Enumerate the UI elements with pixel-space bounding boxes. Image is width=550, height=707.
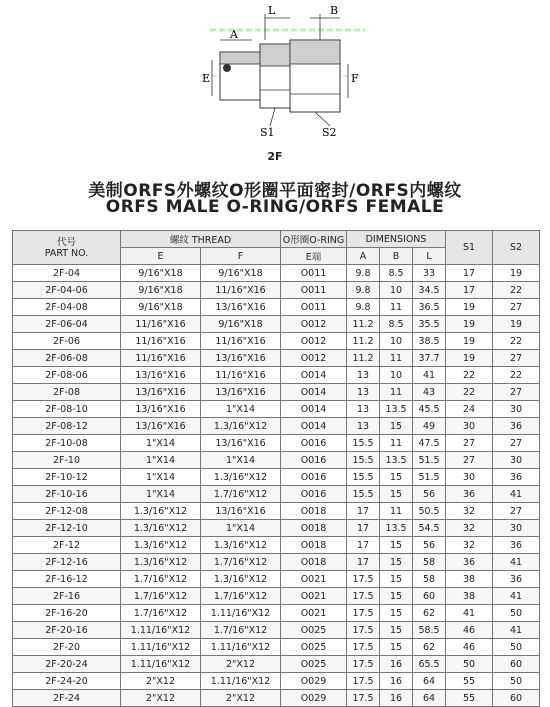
dim-a-cell: 9.8 (347, 299, 380, 316)
s1-cell: 27 (446, 435, 493, 452)
dim-l-cell: 51.5 (413, 452, 446, 469)
oring-cell: O011 (281, 265, 347, 282)
s1-cell: 19 (446, 299, 493, 316)
f-thread-cell: 13/16"X16 (201, 503, 281, 520)
oring-cell: O014 (281, 384, 347, 401)
dim-b-cell: 11 (380, 350, 413, 367)
s1-cell: 19 (446, 316, 493, 333)
part-no-cell: 2F-04-06 (13, 282, 121, 299)
f-thread-cell: 9/16"X18 (201, 316, 281, 333)
oring-cell: O011 (281, 299, 347, 316)
f-thread-cell: 2"X12 (201, 690, 281, 707)
e-thread-cell: 2"X12 (121, 673, 201, 690)
s2-cell: 50 (493, 673, 540, 690)
s1-cell: 36 (446, 554, 493, 571)
dim-l-cell: 33 (413, 265, 446, 282)
dim-l-cell: 60 (413, 588, 446, 605)
dim-a-label: A (230, 28, 238, 41)
part-no-cell: 2F-20 (13, 639, 121, 656)
part-no-cell: 2F-16-12 (13, 571, 121, 588)
s2-cell: 30 (493, 452, 540, 469)
table-row (13, 299, 540, 316)
dim-l-cell: 64 (413, 673, 446, 690)
oring-cell: O014 (281, 401, 347, 418)
part-no-cell: 2F-12-10 (13, 520, 121, 537)
table-row (13, 605, 540, 622)
part-no-cell: 2F-04-08 (13, 299, 121, 316)
s2-cell: 30 (493, 401, 540, 418)
part-no-cell: 2F-10-08 (13, 435, 121, 452)
e-thread-cell: 1.7/16"X12 (121, 571, 201, 588)
oring-cell: O012 (281, 316, 347, 333)
part-no-header-en: PART NO. (44, 247, 89, 259)
e-thread-cell: 1.7/16"X12 (121, 605, 201, 622)
part-no-cell: 2F-04 (13, 265, 121, 282)
title-english: ORFS MALE O-RING/ORFS FEMALE (105, 197, 445, 217)
f-thread-cell: 11/16"X16 (201, 367, 281, 384)
s2-cell: 36 (493, 469, 540, 486)
dim-l-cell: 47.5 (413, 435, 446, 452)
table-row (13, 690, 540, 707)
table-row (13, 571, 540, 588)
table-row (13, 622, 540, 639)
s1-cell: 46 (446, 622, 493, 639)
s1-cell: 55 (446, 690, 493, 707)
dim-a-cell: 15.5 (347, 452, 380, 469)
oring-mark (223, 64, 231, 72)
dim-f-label: F (351, 72, 359, 85)
dim-b-cell: 15 (380, 605, 413, 622)
s2-cell: 30 (493, 520, 540, 537)
s1-cell: 30 (446, 418, 493, 435)
s2-cell: 36 (493, 537, 540, 554)
f-thread-cell: 1.11/16"X12 (201, 605, 281, 622)
e-thread-cell: 9/16"X18 (121, 282, 201, 299)
female-nut-hatch (290, 40, 340, 64)
oring-cell: O012 (281, 333, 347, 350)
s1-leader (270, 108, 275, 126)
s1-cell: 46 (446, 639, 493, 656)
table-row (13, 588, 540, 605)
s2-cell: 27 (493, 435, 540, 452)
f-thread-cell: 1.3/16"X12 (201, 537, 281, 554)
part-no-cell: 2F-20-16 (13, 622, 121, 639)
table-row (13, 384, 540, 401)
s1-cell: 22 (446, 384, 493, 401)
oring-cell: O018 (281, 520, 347, 537)
part-no-header-cn: 代号 (56, 236, 76, 248)
table-row (13, 639, 540, 656)
s1-cell: 19 (446, 350, 493, 367)
dim-l-cell: 62 (413, 639, 446, 656)
table-row (13, 537, 540, 554)
l-header: L (413, 248, 446, 265)
part-no-cell: 2F-10-12 (13, 469, 121, 486)
s2-cell: 50 (493, 605, 540, 622)
dim-a-cell: 17 (347, 503, 380, 520)
dimensions-header: DIMENSIONS (347, 231, 446, 248)
s2-cell: 41 (493, 588, 540, 605)
s1-cell: 55 (446, 673, 493, 690)
part-no-cell: 2F-20-24 (13, 656, 121, 673)
table-row (13, 452, 540, 469)
part-no-cell: 2F-16-20 (13, 605, 121, 622)
oring-cell: O012 (281, 350, 347, 367)
e-thread-cell: 13/16"X16 (121, 401, 201, 418)
dim-l-cell: 37.7 (413, 350, 446, 367)
oring-cell: O016 (281, 452, 347, 469)
e-thread-cell: 11/16"X16 (121, 350, 201, 367)
dim-l-cell: 56 (413, 486, 446, 503)
e-thread-cell: 9/16"X18 (121, 299, 201, 316)
dim-l-cell: 58.5 (413, 622, 446, 639)
oring-cell: O016 (281, 435, 347, 452)
f-thread-cell: 1"X14 (201, 452, 281, 469)
s2-cell: 19 (493, 265, 540, 282)
s1-cell: 50 (446, 656, 493, 673)
part-no-cell: 2F-24 (13, 690, 121, 707)
fitting-diagram-svg (190, 0, 365, 150)
part-no-cell: 2F-06-08 (13, 350, 121, 367)
dim-b-cell: 8.5 (380, 265, 413, 282)
e-thread-cell: 1.11/16"X12 (121, 639, 201, 656)
f-thread-cell: 1.3/16"X12 (201, 469, 281, 486)
dim-b-cell: 11 (380, 503, 413, 520)
s1-cell: 30 (446, 469, 493, 486)
table-row (13, 486, 540, 503)
a-header: A (347, 248, 380, 265)
f-thread-header: F (201, 248, 281, 265)
f-thread-cell: 1.11/16"X12 (201, 673, 281, 690)
dim-l-cell: 51.5 (413, 469, 446, 486)
dim-b-cell: 10 (380, 282, 413, 299)
part-no-cell: 2F-08 (13, 384, 121, 401)
e-thread-header: E (121, 248, 201, 265)
s2-cell: 60 (493, 690, 540, 707)
dim-b-cell: 15 (380, 588, 413, 605)
dim-b-cell: 16 (380, 673, 413, 690)
dim-b-cell: 16 (380, 656, 413, 673)
e-thread-cell: 1.11/16"X12 (121, 622, 201, 639)
e-thread-cell: 1"X14 (121, 469, 201, 486)
dim-b-cell: 13.5 (380, 520, 413, 537)
e-thread-cell: 1.7/16"X12 (121, 588, 201, 605)
dim-a-cell: 17 (347, 520, 380, 537)
f-thread-cell: 1"X14 (201, 520, 281, 537)
title-chinese: 美制ORFS外螺纹O形圈平面密封/ORFS内螺纹 (88, 181, 462, 201)
part-no-cell: 2F-12 (13, 537, 121, 554)
s1-cell: 38 (446, 571, 493, 588)
dim-a-cell: 11.2 (347, 316, 380, 333)
e-thread-cell: 1.11/16"X12 (121, 656, 201, 673)
part-no-cell: 2F-06 (13, 333, 121, 350)
s1-label: S1 (260, 126, 275, 139)
table-row (13, 350, 540, 367)
s1-cell: 27 (446, 452, 493, 469)
s1-cell: 36 (446, 486, 493, 503)
e-thread-cell: 13/16"X16 (121, 384, 201, 401)
dim-b-cell: 11 (380, 384, 413, 401)
oring-header: O形圈O-RING (281, 231, 347, 248)
s2-cell: 27 (493, 384, 540, 401)
dim-b-cell: 15 (380, 622, 413, 639)
dim-l-cell: 35.5 (413, 316, 446, 333)
s1-cell: 17 (446, 265, 493, 282)
oring-cell: O025 (281, 622, 347, 639)
dim-a-cell: 17 (347, 554, 380, 571)
f-thread-cell: 1.11/16"X12 (201, 639, 281, 656)
spec-table (12, 230, 540, 707)
oring-cell: O025 (281, 639, 347, 656)
dim-a-cell: 17 (347, 537, 380, 554)
s2-cell: 22 (493, 367, 540, 384)
f-thread-cell: 1"X14 (201, 401, 281, 418)
dim-a-cell: 11.2 (347, 333, 380, 350)
s2-header: S2 (493, 231, 540, 265)
oring-cell: O021 (281, 605, 347, 622)
f-thread-cell: 1.7/16"X12 (201, 486, 281, 503)
s2-cell: 60 (493, 656, 540, 673)
s2-cell: 36 (493, 571, 540, 588)
oring-cell: O025 (281, 656, 347, 673)
dim-a-cell: 17.5 (347, 673, 380, 690)
oring-cell: O029 (281, 673, 347, 690)
oring-cell: O014 (281, 418, 347, 435)
dim-a-cell: 15.5 (347, 435, 380, 452)
s2-cell: 22 (493, 333, 540, 350)
dim-l-cell: 64 (413, 690, 446, 707)
table-row (13, 418, 540, 435)
s2-cell: 41 (493, 622, 540, 639)
s1-cell: 22 (446, 367, 493, 384)
s1-header: S1 (446, 231, 493, 265)
dim-l-cell: 41 (413, 367, 446, 384)
dim-b-cell: 13.5 (380, 452, 413, 469)
dim-l-cell: 49 (413, 418, 446, 435)
table-header-row (13, 231, 540, 248)
dim-e-label: E (202, 72, 211, 85)
e-thread-cell: 11/16"X16 (121, 316, 201, 333)
dim-b-cell: 13.5 (380, 401, 413, 418)
oring-cell: O018 (281, 503, 347, 520)
s2-cell: 50 (493, 639, 540, 656)
table-row (13, 656, 540, 673)
dim-b-cell: 15 (380, 469, 413, 486)
dim-b-cell: 11 (380, 435, 413, 452)
s2-cell: 27 (493, 503, 540, 520)
f-thread-cell: 1.3/16"X12 (201, 418, 281, 435)
f-thread-cell: 1.7/16"X12 (201, 622, 281, 639)
center-hex-hatch (260, 44, 290, 66)
dim-l-cell: 36.5 (413, 299, 446, 316)
s2-cell: 27 (493, 350, 540, 367)
dim-b-cell: 15 (380, 418, 413, 435)
dim-a-cell: 17.5 (347, 690, 380, 707)
dim-b-cell: 15 (380, 571, 413, 588)
dim-l-cell: 45.5 (413, 401, 446, 418)
dim-l-cell: 43 (413, 384, 446, 401)
e-thread-cell: 1.3/16"X12 (121, 503, 201, 520)
part-no-cell: 2F-10 (13, 452, 121, 469)
dim-a-cell: 17.5 (347, 571, 380, 588)
dim-b-cell: 15 (380, 486, 413, 503)
dim-l-cell: 56 (413, 537, 446, 554)
part-no-cell: 2F-12-08 (13, 503, 121, 520)
table-row (13, 554, 540, 571)
oring-cell: O029 (281, 690, 347, 707)
oring-cell: O016 (281, 469, 347, 486)
s2-label: S2 (322, 126, 337, 139)
dim-a-cell: 17.5 (347, 622, 380, 639)
table-row (13, 469, 540, 486)
dim-b-cell: 10 (380, 333, 413, 350)
male-end-hatch (220, 52, 260, 64)
dim-b-label: B (330, 4, 339, 17)
s1-cell: 32 (446, 537, 493, 554)
dim-b-cell: 10 (380, 367, 413, 384)
part-no-cell: 2F-24-20 (13, 673, 121, 690)
s1-cell: 38 (446, 588, 493, 605)
s1-cell: 19 (446, 333, 493, 350)
part-no-cell: 2F-12-16 (13, 554, 121, 571)
dim-l-cell: 54.5 (413, 520, 446, 537)
dim-a-cell: 17.5 (347, 588, 380, 605)
f-thread-cell: 11/16"X16 (201, 333, 281, 350)
f-thread-cell: 2"X12 (201, 656, 281, 673)
s2-cell: 22 (493, 282, 540, 299)
table-row (13, 673, 540, 690)
e-thread-cell: 1.3/16"X12 (121, 554, 201, 571)
table-row (13, 282, 540, 299)
dim-l-cell: 58 (413, 571, 446, 588)
f-thread-cell: 1.7/16"X12 (201, 554, 281, 571)
dim-a-cell: 11.2 (347, 350, 380, 367)
e-thread-cell: 1"X14 (121, 452, 201, 469)
e-thread-cell: 1"X14 (121, 486, 201, 503)
part-code: 2F (267, 150, 283, 163)
f-thread-cell: 13/16"X16 (201, 435, 281, 452)
part-no-cell: 2F-08-10 (13, 401, 121, 418)
e-thread-cell: 9/16"X18 (121, 265, 201, 282)
dim-a-cell: 15.5 (347, 469, 380, 486)
dim-a-cell: 13 (347, 384, 380, 401)
dim-l-cell: 38.5 (413, 333, 446, 350)
dim-a-cell: 9.8 (347, 265, 380, 282)
part-no-cell: 2F-16 (13, 588, 121, 605)
e-thread-cell: 13/16"X16 (121, 418, 201, 435)
s2-leader (315, 112, 330, 126)
dim-l-label: L (268, 4, 276, 17)
s1-cell: 32 (446, 520, 493, 537)
f-thread-cell: 13/16"X16 (201, 299, 281, 316)
s2-cell: 41 (493, 554, 540, 571)
table-row (13, 333, 540, 350)
part-no-header (13, 231, 121, 265)
dim-b-cell: 16 (380, 690, 413, 707)
dim-l-cell: 65.5 (413, 656, 446, 673)
oring-cell: O018 (281, 554, 347, 571)
oring-cell: O011 (281, 282, 347, 299)
oring-cell: O021 (281, 588, 347, 605)
s1-cell: 17 (446, 282, 493, 299)
dim-b-cell: 8.5 (380, 316, 413, 333)
dim-a-cell: 17.5 (347, 656, 380, 673)
f-thread-cell: 13/16"X16 (201, 384, 281, 401)
spec-table-body (13, 265, 540, 707)
dim-l-cell: 34.5 (413, 282, 446, 299)
s2-cell: 19 (493, 316, 540, 333)
f-thread-cell: 1.7/16"X12 (201, 588, 281, 605)
part-no-cell: 2F-06-04 (13, 316, 121, 333)
table-row (13, 520, 540, 537)
dim-l-cell: 62 (413, 605, 446, 622)
f-thread-cell: 13/16"X16 (201, 350, 281, 367)
table-row (13, 503, 540, 520)
dim-a-cell: 13 (347, 401, 380, 418)
table-row (13, 316, 540, 333)
s2-cell: 36 (493, 418, 540, 435)
oring-cell: O016 (281, 486, 347, 503)
e-thread-cell: 11/16"X16 (121, 333, 201, 350)
part-no-cell: 2F-10-16 (13, 486, 121, 503)
e-thread-cell: 1.3/16"X12 (121, 537, 201, 554)
dim-a-cell: 9.8 (347, 282, 380, 299)
f-thread-cell: 9/16"X18 (201, 265, 281, 282)
s1-cell: 41 (446, 605, 493, 622)
b-header: B (380, 248, 413, 265)
oring-cell: O014 (281, 367, 347, 384)
s1-cell: 24 (446, 401, 493, 418)
dim-b-cell: 15 (380, 537, 413, 554)
e-thread-cell: 1.3/16"X12 (121, 520, 201, 537)
s2-cell: 41 (493, 486, 540, 503)
oring-cell: O018 (281, 537, 347, 554)
e-thread-cell: 13/16"X16 (121, 367, 201, 384)
dim-a-cell: 13 (347, 418, 380, 435)
fitting-drawing (190, 0, 365, 150)
e-end-header: E端 (281, 248, 347, 265)
f-thread-cell: 11/16"X16 (201, 282, 281, 299)
dim-a-cell: 13 (347, 367, 380, 384)
part-no-cell: 2F-08-12 (13, 418, 121, 435)
table-row (13, 401, 540, 418)
dim-a-cell: 17.5 (347, 639, 380, 656)
dim-l-cell: 58 (413, 554, 446, 571)
e-thread-cell: 1"X14 (121, 435, 201, 452)
part-no-cell: 2F-08-06 (13, 367, 121, 384)
s1-cell: 32 (446, 503, 493, 520)
table-row (13, 435, 540, 452)
dim-b-cell: 15 (380, 554, 413, 571)
oring-cell: O021 (281, 571, 347, 588)
dim-a-cell: 15.5 (347, 486, 380, 503)
dim-l-cell: 50.5 (413, 503, 446, 520)
dim-b-cell: 15 (380, 639, 413, 656)
f-thread-cell: 1.3/16"X12 (201, 571, 281, 588)
table-row (13, 265, 540, 282)
s2-cell: 27 (493, 299, 540, 316)
table-row (13, 367, 540, 384)
dim-b-cell: 11 (380, 299, 413, 316)
dim-a-cell: 17.5 (347, 605, 380, 622)
e-thread-cell: 2"X12 (121, 690, 201, 707)
thread-header: 螺纹 THREAD (121, 231, 281, 248)
